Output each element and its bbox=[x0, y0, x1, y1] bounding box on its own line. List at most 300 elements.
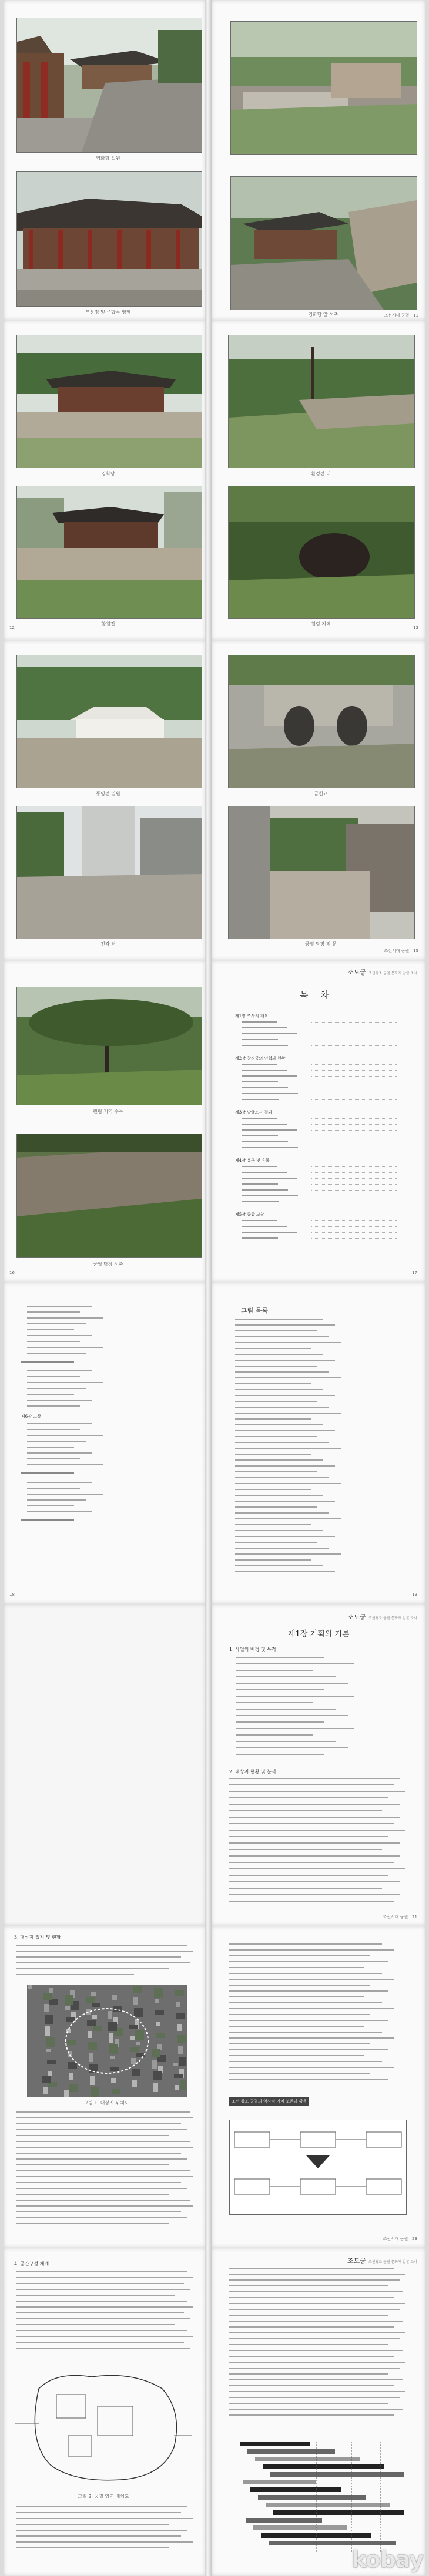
text-line bbox=[16, 2147, 193, 2148]
text-line bbox=[229, 2026, 364, 2027]
text-line bbox=[27, 1306, 92, 1307]
text-line bbox=[16, 1945, 187, 1946]
text-line bbox=[16, 2217, 187, 2218]
toc-leader bbox=[311, 1184, 397, 1185]
photo-caption: 궁궐 담장 석축 bbox=[93, 1262, 123, 1267]
text-line bbox=[229, 2321, 403, 2322]
left-page bbox=[4, 2248, 206, 2576]
photo-geumcheongyo bbox=[228, 655, 415, 788]
text-line bbox=[229, 1894, 400, 1895]
text-line bbox=[229, 1842, 400, 1844]
text-line bbox=[229, 2043, 370, 2044]
text-line bbox=[229, 2379, 403, 2380]
text-line bbox=[236, 1676, 336, 1677]
text-line bbox=[16, 2312, 184, 2313]
photo-caption: 전각 터 bbox=[100, 941, 116, 947]
toc-leader bbox=[311, 1124, 397, 1125]
text-line bbox=[236, 1754, 324, 1755]
text-line bbox=[27, 1329, 74, 1330]
toc-entry[interactable] bbox=[242, 1070, 287, 1071]
text-line bbox=[16, 1974, 134, 1975]
photo-trees bbox=[16, 987, 202, 1105]
toc-leader bbox=[311, 1088, 397, 1089]
photo-stone-wall bbox=[230, 176, 417, 310]
right-page bbox=[212, 960, 425, 1282]
text-line bbox=[236, 1741, 336, 1742]
page-footer: 조선시대 궁궐 | 23 bbox=[383, 2237, 417, 2241]
aerial-block bbox=[176, 2013, 185, 2019]
toc-chapter[interactable] bbox=[21, 1472, 74, 1474]
text-line bbox=[229, 2332, 405, 2333]
text-line bbox=[16, 2205, 193, 2207]
book-spread-1 bbox=[0, 0, 429, 320]
text-line bbox=[16, 2318, 190, 2319]
text-line bbox=[235, 1483, 341, 1484]
text-line bbox=[16, 2200, 190, 2201]
text-line bbox=[27, 1499, 86, 1501]
toc-entry[interactable] bbox=[242, 1189, 288, 1191]
text-line bbox=[236, 1663, 354, 1664]
text-line bbox=[229, 2061, 382, 2062]
photo-caption: 원림 지역 수목 bbox=[93, 1109, 123, 1114]
right-page bbox=[212, 320, 425, 640]
aerial-block bbox=[45, 2026, 50, 2036]
timeline-bar bbox=[263, 2464, 384, 2469]
text-line bbox=[235, 1360, 335, 1361]
toc-entry[interactable] bbox=[242, 1099, 279, 1100]
text-line bbox=[235, 1542, 317, 1543]
text-line bbox=[16, 2223, 169, 2224]
photo-caption: 궁궐 담장 및 문 bbox=[305, 941, 337, 947]
photo-building-site bbox=[16, 806, 202, 939]
book-spread-6 bbox=[0, 1604, 429, 1926]
book-spread-4 bbox=[0, 960, 429, 1282]
toc-leader bbox=[311, 1064, 397, 1065]
toc-title: 목 차 bbox=[300, 990, 334, 1000]
text-line bbox=[16, 2336, 193, 2337]
running-header-subtitle: 조선왕조 궁궐 문화재 발굴 조사 bbox=[368, 1616, 417, 1620]
text-line bbox=[16, 1968, 169, 1969]
toc-leader bbox=[311, 1196, 397, 1197]
text-line bbox=[229, 1849, 382, 1850]
timeline-bar bbox=[273, 2510, 404, 2515]
text-line bbox=[235, 1436, 317, 1437]
toc-leader bbox=[311, 1094, 397, 1095]
text-line bbox=[16, 2524, 169, 2525]
photo-hwangyeongjeon-site bbox=[228, 335, 415, 468]
toc-leader bbox=[311, 1142, 397, 1143]
right-page bbox=[212, 0, 425, 320]
text-line bbox=[229, 2338, 400, 2339]
text-line bbox=[229, 1949, 394, 1951]
text-line bbox=[16, 2295, 175, 2296]
aerial-block bbox=[134, 2008, 143, 2017]
text-line bbox=[235, 1330, 317, 1331]
toc-leader bbox=[311, 1136, 397, 1137]
aerial-block bbox=[178, 2046, 183, 2054]
toc-entry[interactable] bbox=[242, 1135, 278, 1136]
text-line bbox=[27, 1376, 80, 1377]
toc-entry[interactable] bbox=[242, 1064, 277, 1065]
text-line bbox=[235, 1371, 329, 1373]
aerial-block bbox=[152, 2060, 157, 2069]
toc-entry[interactable] bbox=[242, 1075, 297, 1077]
toc-entry[interactable] bbox=[242, 1039, 278, 1040]
aerial-block bbox=[44, 2004, 49, 2012]
text-line bbox=[229, 2326, 394, 2328]
toc-entry[interactable] bbox=[242, 1237, 278, 1239]
toc-chapter[interactable]: 제3장 발굴조사 결과 bbox=[235, 1110, 272, 1115]
toc-entry[interactable] bbox=[242, 1172, 287, 1173]
text-line bbox=[27, 1370, 92, 1371]
aerial-block bbox=[133, 1986, 142, 1993]
toc-leader bbox=[311, 1166, 397, 1168]
aerial-block bbox=[69, 2084, 78, 2092]
aerial-block bbox=[131, 2058, 136, 2064]
aerial-block bbox=[45, 2015, 53, 2024]
text-line bbox=[235, 1536, 335, 1537]
toc-chapter[interactable]: 제2장 창경궁의 연혁과 현황 bbox=[235, 1056, 286, 1061]
aerial-block bbox=[67, 2040, 76, 2045]
text-line bbox=[27, 1323, 86, 1324]
running-header-subtitle: 조선왕조 궁궐 문화재 발굴 조사 bbox=[368, 971, 417, 976]
text-line bbox=[27, 1452, 92, 1454]
text-line bbox=[27, 1429, 80, 1430]
aerial-block bbox=[28, 1985, 32, 1989]
text-line bbox=[16, 2164, 169, 2165]
photo-caption: 금천교 bbox=[314, 791, 328, 796]
text-line bbox=[27, 1423, 92, 1424]
text-line bbox=[229, 1784, 394, 1785]
toc-leader bbox=[311, 1226, 397, 1228]
text-line bbox=[229, 1990, 388, 1992]
text-line bbox=[229, 2037, 394, 2039]
page-footer: 조선시대 궁궐 | 11 bbox=[384, 313, 418, 318]
left-page bbox=[4, 960, 206, 1282]
aerial-block bbox=[175, 1990, 184, 1996]
aerial-block bbox=[152, 2049, 160, 2057]
aerial-block bbox=[91, 2087, 99, 2097]
toc-leader bbox=[311, 1028, 397, 1029]
text-line bbox=[229, 1862, 394, 1863]
page-number: 18 bbox=[9, 1592, 15, 1597]
text-line bbox=[229, 2079, 388, 2080]
flow-diagram bbox=[229, 2120, 407, 2215]
text-line bbox=[235, 1336, 329, 1337]
toc-entry[interactable] bbox=[242, 1093, 298, 1094]
aerial-block bbox=[180, 2080, 186, 2090]
toc-entry[interactable] bbox=[242, 1129, 297, 1131]
toc-leader bbox=[311, 1099, 397, 1101]
toc-chapter[interactable]: 제6장 고찰 bbox=[21, 1414, 41, 1419]
text-line bbox=[229, 1823, 394, 1824]
toc-leader bbox=[311, 1130, 397, 1131]
aerial-block bbox=[108, 2011, 112, 2019]
toc-entry[interactable] bbox=[242, 1141, 288, 1142]
book-spread-8 bbox=[0, 2248, 429, 2576]
toc-leader bbox=[311, 1082, 397, 1083]
toc-chapter[interactable]: 제4장 유구 및 유물 bbox=[235, 1158, 270, 1163]
toc-chapter[interactable]: 제1장 조사의 개요 bbox=[235, 1014, 269, 1018]
text-line bbox=[27, 1464, 103, 1465]
text-line bbox=[236, 1734, 313, 1736]
text-line bbox=[27, 1317, 103, 1319]
text-line bbox=[236, 1747, 348, 1748]
right-page bbox=[212, 1604, 425, 1926]
text-line bbox=[235, 1495, 323, 1496]
aerial-block bbox=[110, 2067, 119, 2071]
book-spread-3 bbox=[0, 640, 429, 960]
right-page bbox=[212, 2248, 425, 2576]
toc-leader bbox=[311, 1045, 397, 1047]
text-line bbox=[235, 1401, 317, 1402]
aerial-block bbox=[90, 2076, 95, 2085]
aerial-block bbox=[153, 2071, 162, 2080]
photo-forest-area bbox=[228, 486, 415, 619]
text-line bbox=[235, 1383, 311, 1384]
photo-caption: 통명전 일원 bbox=[96, 791, 120, 796]
text-line bbox=[235, 1324, 335, 1326]
aerial-block bbox=[49, 1988, 53, 1993]
left-page bbox=[4, 1604, 206, 1926]
toc-entry[interactable] bbox=[242, 1195, 298, 1196]
aerial-block bbox=[129, 2025, 138, 2029]
book-spread-5 bbox=[0, 1282, 429, 1604]
text-line bbox=[27, 1447, 74, 1448]
photo-wall-terrace bbox=[16, 1134, 202, 1258]
toc-entry[interactable] bbox=[242, 1147, 298, 1148]
text-line bbox=[16, 2111, 190, 2113]
toc-entry[interactable] bbox=[242, 1027, 287, 1028]
text-line bbox=[235, 1389, 323, 1390]
page-number: 17 bbox=[412, 1270, 417, 1275]
text-line bbox=[229, 1855, 400, 1857]
toc-entry[interactable] bbox=[242, 1201, 279, 1202]
text-line bbox=[27, 1311, 80, 1313]
text-line bbox=[27, 1435, 103, 1436]
aerial-block bbox=[109, 2033, 113, 2043]
text-line bbox=[229, 2268, 394, 2269]
left-page bbox=[4, 1282, 206, 1604]
text-line bbox=[229, 1961, 388, 1962]
aerial-block bbox=[130, 2047, 139, 2052]
photo-caption: 함원전 bbox=[101, 621, 115, 627]
text-line bbox=[229, 2285, 388, 2286]
aerial-block bbox=[43, 1993, 52, 2000]
toc-leader bbox=[311, 1172, 397, 1173]
text-line bbox=[229, 1996, 364, 1997]
book-spread-2 bbox=[0, 320, 429, 640]
text-line bbox=[229, 2008, 394, 2009]
text-line bbox=[16, 2547, 169, 2548]
text-line bbox=[27, 1405, 80, 1407]
toc-entry[interactable] bbox=[242, 1226, 287, 1227]
running-header bbox=[347, 967, 417, 977]
text-line bbox=[235, 1395, 335, 1396]
text-line bbox=[235, 1548, 329, 1549]
text-line bbox=[27, 1353, 86, 1354]
timeline-bar bbox=[246, 2518, 322, 2523]
photo-yeonghwadang bbox=[16, 18, 202, 153]
text-line bbox=[235, 1565, 323, 1566]
text-line bbox=[16, 1951, 193, 1952]
text-line bbox=[229, 2368, 400, 2369]
text-line bbox=[16, 2194, 169, 2195]
toc-entry[interactable] bbox=[242, 1124, 287, 1125]
aerial-block bbox=[157, 2044, 162, 2050]
aerial-block bbox=[175, 2085, 179, 2090]
text-line bbox=[229, 2073, 370, 2074]
photo-buyongjeong bbox=[16, 171, 202, 307]
aerial-block bbox=[177, 2024, 182, 2031]
toc-leader bbox=[311, 1190, 397, 1191]
aerial-block bbox=[43, 2087, 48, 2094]
text-line bbox=[16, 2271, 187, 2272]
toc-chapter[interactable] bbox=[21, 1361, 74, 1363]
toc-entry[interactable] bbox=[242, 1081, 278, 1082]
aerial-block bbox=[111, 2078, 116, 2083]
toc-leader bbox=[311, 1070, 397, 1071]
toc-leader bbox=[311, 1034, 397, 1035]
left-page bbox=[4, 640, 206, 960]
aerial-block bbox=[42, 2076, 51, 2083]
text-line bbox=[229, 1868, 405, 1869]
aerial-block bbox=[112, 1995, 117, 2000]
text-line bbox=[229, 1817, 400, 1818]
running-header bbox=[347, 2256, 417, 2265]
text-line bbox=[236, 1670, 313, 1671]
text-line bbox=[229, 1804, 400, 1805]
section-heading: 1. 사업의 배경 및 목적 bbox=[229, 1647, 276, 1652]
section-heading: 4. 공간구성 체계 bbox=[14, 2261, 49, 2266]
toc-entry[interactable] bbox=[242, 1021, 277, 1023]
text-line bbox=[236, 1709, 336, 1710]
text-line bbox=[229, 2279, 400, 2281]
toc-entry[interactable] bbox=[242, 1045, 288, 1046]
text-line bbox=[16, 2342, 184, 2343]
text-line bbox=[236, 1728, 354, 1729]
running-header-title: 조도궁 bbox=[347, 1613, 367, 1621]
text-line bbox=[235, 1424, 323, 1425]
text-line bbox=[229, 2002, 382, 2003]
text-line bbox=[235, 1342, 341, 1343]
toc-entry[interactable] bbox=[242, 1220, 277, 1221]
text-line bbox=[229, 2397, 400, 2398]
text-line bbox=[229, 2020, 388, 2021]
toc-leader bbox=[311, 1040, 397, 1041]
photo-yeonghwadang-2 bbox=[16, 335, 202, 468]
aerial-block bbox=[136, 2042, 140, 2045]
left-page bbox=[4, 320, 206, 640]
text-line bbox=[16, 2541, 193, 2543]
text-line bbox=[229, 2274, 405, 2275]
text-line bbox=[229, 2403, 388, 2404]
text-line bbox=[236, 1721, 324, 1723]
text-line bbox=[229, 1979, 394, 1980]
toc-entry[interactable] bbox=[242, 1033, 297, 1034]
text-line bbox=[235, 1459, 323, 1461]
aerial-block bbox=[93, 2026, 102, 2031]
text-line bbox=[236, 1696, 354, 1697]
aerial-block bbox=[173, 2063, 178, 2066]
text-line bbox=[229, 1985, 370, 1986]
toc-chapter[interactable]: 제5장 종합 고찰 bbox=[235, 1212, 264, 1217]
text-line bbox=[235, 1506, 317, 1508]
aerial-block bbox=[88, 2042, 97, 2050]
timeline-bar bbox=[247, 2449, 335, 2454]
aerial-block bbox=[113, 2006, 122, 2012]
toc-entry[interactable] bbox=[242, 1178, 297, 1179]
book-spread-7 bbox=[0, 1926, 429, 2248]
text-line bbox=[235, 1418, 311, 1420]
photo-tongmyeongjeon bbox=[16, 655, 202, 788]
text-line bbox=[229, 1881, 400, 1882]
toc-entry[interactable] bbox=[242, 1183, 278, 1185]
aerial-block bbox=[174, 2074, 183, 2078]
aerial-block bbox=[154, 1988, 163, 1998]
text-line bbox=[229, 2032, 382, 2033]
text-line bbox=[16, 2153, 181, 2154]
text-line bbox=[235, 1489, 311, 1490]
text-line bbox=[229, 2067, 394, 2068]
toc-leader bbox=[311, 1148, 397, 1149]
toc-entry[interactable] bbox=[242, 1087, 288, 1088]
text-line bbox=[229, 2356, 394, 2357]
text-line bbox=[235, 1354, 323, 1355]
text-line bbox=[229, 2291, 403, 2292]
text-line bbox=[229, 1875, 388, 1876]
timeline-bar bbox=[253, 2525, 347, 2530]
aerial-block bbox=[177, 2035, 186, 2043]
aerial-block bbox=[92, 2015, 97, 2019]
timeline-bar bbox=[240, 2442, 310, 2446]
text-line bbox=[235, 1477, 329, 1478]
toc-chapter[interactable] bbox=[21, 1519, 74, 1521]
page-footer: 조선시대 궁궐 | 21 bbox=[383, 1915, 417, 1919]
text-line bbox=[16, 2289, 190, 2290]
text-line bbox=[235, 1377, 341, 1378]
timeline-chart bbox=[228, 2442, 404, 2553]
aerial-block bbox=[110, 2056, 115, 2059]
toc-leader bbox=[311, 1118, 397, 1119]
text-line bbox=[27, 1505, 74, 1506]
text-line bbox=[27, 1394, 74, 1395]
toc-entry[interactable] bbox=[242, 1232, 297, 1233]
toc-entry[interactable] bbox=[242, 1166, 277, 1167]
toc-leader bbox=[311, 1220, 397, 1222]
text-line bbox=[16, 2324, 175, 2325]
text-line bbox=[16, 2135, 169, 2136]
aerial-block bbox=[176, 2002, 180, 2007]
left-page bbox=[4, 1926, 206, 2248]
timeline-bar bbox=[255, 2457, 360, 2461]
page-number: 19 bbox=[412, 1592, 417, 1597]
chapter-title: 제1장 기획의 기본 bbox=[288, 1630, 350, 1639]
text-line bbox=[229, 1955, 370, 1956]
text-line bbox=[235, 1501, 335, 1502]
toc-entry[interactable] bbox=[242, 1118, 277, 1119]
photo-caption: 영화당 앞 석축 bbox=[308, 312, 338, 317]
text-line bbox=[16, 2506, 187, 2507]
text-line bbox=[236, 1657, 324, 1658]
toc-leader bbox=[311, 1178, 397, 1179]
text-line bbox=[27, 1488, 80, 1489]
aerial-block bbox=[48, 2082, 57, 2087]
timeline-bar bbox=[243, 2480, 316, 2484]
section-heading: 2. 대상지 현황 및 분석 bbox=[229, 1769, 276, 1774]
text-line bbox=[229, 2350, 403, 2351]
aerial-block bbox=[64, 2090, 69, 2097]
